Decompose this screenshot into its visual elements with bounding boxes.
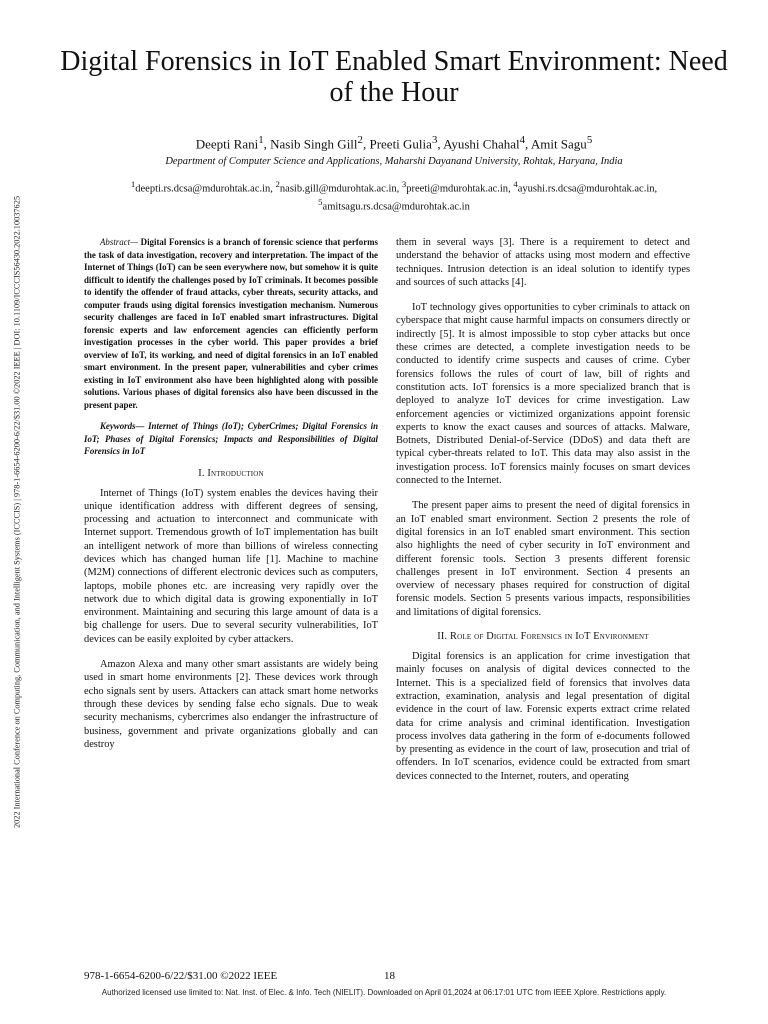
section-title: Role of Digital Forensics in IoT Environment — [450, 631, 649, 643]
page-number: 18 — [384, 970, 395, 982]
right-column — [396, 236, 690, 795]
keywords — [84, 420, 378, 458]
author-name: Deepti Rani — [195, 136, 259, 152]
paper-title: Digital Forensics in IoT Enabled Smart Environment: Need of the Hour — [60, 46, 728, 108]
author-name: Nasib Singh Gill — [270, 136, 358, 152]
keywords-text: Internet of Things (IoT); CyberCrimes; Digital Forensics in IoT; Phases of Digital Forensics; Impacts and Responsibilities of Digital Forensics in IoT — [84, 421, 378, 456]
section-number: II. — [437, 631, 448, 643]
author-affiliation-mark: 3 — [431, 134, 438, 146]
email-address[interactable]: preeti@mdurohtak.ac.in — [406, 183, 509, 195]
conference-sidebar-text: 2022 International Conference on Computing, Communication, and Intelligent Systems (ICCCIS) | 978-1-6654-6200-6/22/$31.00 ©2022 IEEE | DOI: 10.1109/ICCCIS56430.2022.10037625 — [12, 196, 22, 828]
author-name: Amit Sagu — [530, 136, 587, 152]
author-affiliation-mark: 1 — [258, 134, 264, 146]
abstract — [84, 236, 378, 411]
paragraph: IoT technology gives opportunities to cyber criminals to attack on cyberspace that might cause harmful impacts on consumers directly or indirectly [5]. It is almost impossible to stop cyber attacks but once these crimes are detected, a complete investigation needs to be conducted to identify crime suspects and causes of crime. Cyber forensics follows the rules of court of law, bill of rights and constitution acts. IoT forensics is a more specialized branch that is deployed to analyze IoT devices for crime investigation. Law enforcement agencies or victimized organizations appoint forensic experts to know the exact causes and sources of attacks. Malware, Botnets, Distributed Denial-of-Service (DDoS) and data theft are typical cyber-threats related to IoT. This data may also assist in the investigation process. IoT forensics mainly focuses on smart devices connected to the Internet. — [396, 302, 690, 487]
email-address[interactable]: amitsagu.rs.dcsa@mdurohtak.ac.in — [322, 201, 470, 212]
abstract-label: Abstract — [100, 237, 131, 247]
email-mark: 2 — [275, 179, 280, 189]
section-heading-role-of-digital-forensics — [396, 631, 690, 642]
paragraph: The present paper aims to present the need of digital forensics in an IoT enabled smart environment. Section 2 presents the role of digital forensics in an IoT enabled smart environment. This section also highlights the need of cyber security in IoT environment and different forensic tools. Section 3 presents different forensic challenges present in IoT environment. Section 4 presents an overview of necessary phases required for construction of digital forensic models. Section 5 presents various impacts, responsibilities and limitations of digital forensics. — [396, 500, 690, 618]
author-list: Deepti Rani$^1$, Nasib Singh Gill$^2$, Preeti Gulia$^3$, Ayushi Chahal$^4$, Amit Sagu$^5$ — [195, 134, 593, 152]
paragraph: them in several ways [3]. There is a requirement to detect and understand the behavior of attacks using most modern and effective techniques. Intrusion detection is an ideal solution to identify types and sources of such attacks [4]. — [396, 237, 690, 288]
paragraph: Internet of Things (IoT) system enables the devices having their unique identification address with different degrees of sensing, processing and actuation to interconnect and communicate with Internet support. Tremendous growth of IoT implementation has built an intelligent network of more than billions of wireless connecting devices which has changed human life [1]. Machine to machine (M2M) connections of different electronic devices such as computers, laptops, mobile phones etc. are increasing very rapidly over the network due to which digital data is growing exponentially in IoT environment. Maintaining and securing this large amount of data is a big challenge for users. Due to several security vulnerabilities, IoT devices can be easily exploited by cyber attackers. — [84, 487, 378, 645]
keywords-dash: — — [135, 421, 145, 431]
email-address[interactable]: ayushi.rs.dcsa@mdurohtak.ac.in — [517, 183, 655, 195]
email-mark: 5 — [318, 196, 323, 207]
email-address[interactable]: nasib.gill@mdurohtak.ac.in — [279, 183, 397, 195]
email-address[interactable]: deepti.rs.dcsa@mdurohtak.ac.in — [135, 183, 271, 195]
author-affiliation-mark: 4 — [519, 134, 526, 146]
footer-isbn: 978-1-6654-6200-6/22/$31.00 ©2022 IEEE — [84, 970, 278, 982]
abstract-dash: — — [130, 237, 138, 247]
section-title: Introduction — [207, 467, 264, 479]
section-number: I. — [198, 467, 205, 479]
section-heading-introduction — [84, 468, 378, 479]
paragraph: Amazon Alexa and many other smart assistants are widely being used in smart home environments [2]. These devices work through echo signals sent by users. Attackers can attack smart home networks through these devices by sending false echo signals. Due to weak security mechanisms, cybercrimes also endanger the infrastructure of business, government and private organizations globally and can destroy — [84, 659, 378, 750]
keywords-label: Keywords — [100, 421, 136, 431]
license-notice: Authorized licensed use limited to: Nat. Inst. of Elec. & Info. Tech (NIELIT). Downloaded on April 01,2024 at 06:17:01 UTC from IEEE Xplore. Restrictions apply. — [101, 988, 667, 997]
email-mark: 3 — [401, 179, 407, 189]
email-list: $^1$deepti.rs.dcsa@mdurohtak.ac.in, $^2$nasib.gill@mdurohtak.ac.in, $^3$preeti@mdurohtak.ac.in, $^4$ayushi.rs.dcsa@mdurohtak.ac.in, $^5$amitsagu.rs.dcsa@mdurohtak.ac.in — [130, 179, 658, 212]
email-mark: 4 — [513, 179, 518, 189]
paragraph: Digital forensics is an application for crime investigation that mainly focuses on analysis of digital devices connected to the Internet. This is a specialized field of forensics that involves data extraction, examination, analysis and legal presentation of digital evidence in the court of law. Forensic experts extract crime related data for crime analysis and criminal identification. Investigation process involves data gathering in the form of e-documents followed by presenting as evidence in the court of law, prosecution and trial of offenders. In IoT scenarios, evidence could be extracted from smart devices connected to the Internet, routers, and operating — [396, 651, 690, 782]
department-affiliation: Department of Computer Science and Applications, Maharshi Dayanand University, Rohtak, Haryana, India — [165, 156, 623, 167]
author-affiliation-mark: 5 — [586, 134, 593, 146]
left-column — [84, 236, 378, 763]
author-name: Preeti Gulia — [369, 136, 432, 152]
email-mark: 1 — [130, 179, 136, 189]
abstract-text: Digital Forensics is a branch of forensic science that performs the task of data investigation, recovery and interpretation. The impact of the Internet of Things (IoT) can be seen everywhere now, but somehow it is quite difficult to identify the challenges posed by IoT criminals. It becomes possible to identify the offender of fraud attacks, cyber threats, security attacks, and computer frauds using digital forensics investigation mechanism. Numerous security challenges are faced in IoT enabled smart infrastructures. Digital forensic experts and law enforcement agencies can efficiently perform investigation processes in the cyber world. This paper provides a brief overview of IoT, its working, and need of digital forensics in an IoT enabled smart environment. In the present paper, vulnerabilities and cyber crimes existing in IoT environment also have been highlighted along with possible solutions. Various phases of digital forensics also have been discussed in the present paper. — [84, 237, 378, 410]
author-affiliation-mark: 2 — [357, 134, 363, 146]
author-name: Ayushi Chahal — [443, 136, 520, 152]
